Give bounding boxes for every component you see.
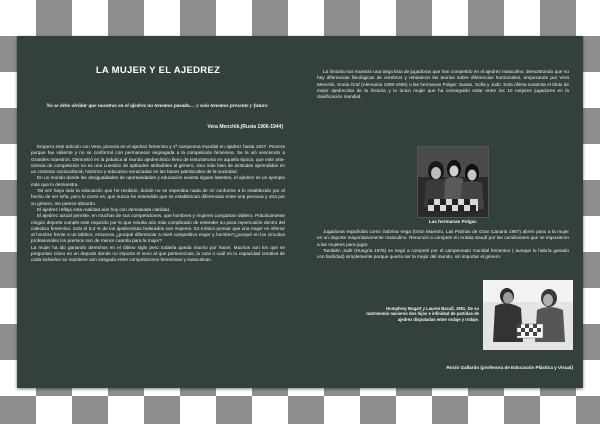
article-title: LA MUJER Y EL AJEDREZ bbox=[95, 65, 221, 76]
right-page bbox=[303, 36, 583, 388]
quote-author: Vera Menchik,(Rusia 1906-1944) bbox=[207, 124, 283, 130]
photo-caption: Humphrey Bogart y Lauren Bacall, 1951. De su matrimonio nacieron dos hijos e infinidad de partidas de ajedrez disputadas entre rodaje y rodaje. bbox=[366, 306, 479, 322]
paragraph: La historia nos muestra una larga lista de jugadoras que han competido en el ajedrez masculino, demostrando que no hay diferencias fisiológicas de cerebros y rebatieron las teorías sobre diferencias hormonales, empezando por Vera Menchik, Sonia Graf (Alemania 1908-1965) o las hermanas Polgar: Susan, Sofia y Judit. Esta última sustenta el título de mejor ajedrecista de la historia y la única mujer que ha conseguido estar entre los 10 mejores jugadores en la clasificación mundial. bbox=[317, 69, 569, 100]
paragraph: Tal vez haya sido la educación que he recibido, donde no se esperaba nada de mí conforme a lo establecido por el hecho de ser niña, pero lo cierto es, que nunca he entendido que se establezcan diferencias entre una persona y otra por su género, me parece absurdo. bbox=[31, 188, 285, 206]
left-page bbox=[17, 36, 299, 388]
polgar-sisters-photo bbox=[417, 146, 489, 218]
paragraph: También Judit (Hungría 1976) se negó a competir por el campeonato mundial femenino ( aunque lo habría ganado con facilidad) simplemente porque quería ser la mejor del mundo, sin importar el género. bbox=[317, 247, 569, 260]
epigraph-quote: No se debe olvidar que nosotras en el ajedrez no tenemos pasado… y solo tenemos presente y futuro bbox=[46, 103, 268, 109]
paragraph: Empezo este articulo con Vera, pionera en el ajedrez femenino y 1ª campeona mundial en ajedrez hasta 1927. Pionera porque fue valiente y no se conformó con permanecer segregada a la competición femenina. Se la vió venciendo a Grandes maestros. Demostró en la práctica al mundo ajedrecístico lleno de testosterona en aquella época, que este arte-ciencia de competición no es una cuestión de aptitudes atribuibles al género, sino más bien de actitudes aprendidas en un contexto sociocultural, histórico y educativo enraizadas en las bases patriarcales de la sociedad. bbox=[31, 144, 285, 175]
right-body-text-top bbox=[317, 69, 569, 100]
paragraph: Jugadoras españolas como Sabrina Vega (Gran Maestro, Las Palmas de Gran Canaria 1987) abren paso a la mujer en un deporte mayoritariamente masculino. Renunció a competir en Arabia Saudí por las condiciones que se impusieron a las mujeres para jugar. bbox=[317, 229, 569, 247]
paragraph: El ajedrez actual permite, en muchas de sus competiciones, que hombres y mujeres compartan tablero. Prácticamente ningún deporte cumple este requisito por lo que resulta aún más complicado de entender su poca repercusión dentro del colectivo femenino. Solo el 8,4 % de los ajedrecistas federados son mujeres. Es Irónico pensar que una mujer es inferior al hombre frente a un tablero, entonces ¿porqué diferenciar a nivel competitivo mujer y hombre?¿porqué en los circuitos profesionales los premios son de menor cuantía para la mujer? bbox=[31, 213, 285, 244]
author-credit: Rocío Gallardo (profesora de Educación Plástica y Visual) bbox=[446, 365, 573, 370]
paragraph: La mujer ha ido ganando derechos en el último siglo pero todavía queda mucho por hacer. Muchos son los que se preguntan cómo en un deporte donde no importa el sexo al que pertenezcas, la raza o cuál es tu capacidad creativa de cada individuo se mantiene aún sesgada entre competiciones femeninas y masculinas. bbox=[31, 244, 285, 263]
paragraph: El ajedrez refleja esta realidad aún hoy con demasiada claridad. bbox=[37, 206, 171, 212]
bogart-bacall-photo bbox=[483, 280, 573, 350]
paragraph: En un mundo donde las desigualdades de oportunidades y educación sexista siguen latentes, el ajedrez es un ejemplo más que lo demuestra. bbox=[31, 175, 285, 187]
right-body-text-mid bbox=[317, 229, 569, 260]
left-body-text bbox=[31, 144, 285, 264]
photo-caption: Las hermanas Polgar. bbox=[428, 219, 478, 224]
magazine-spread bbox=[17, 36, 583, 388]
